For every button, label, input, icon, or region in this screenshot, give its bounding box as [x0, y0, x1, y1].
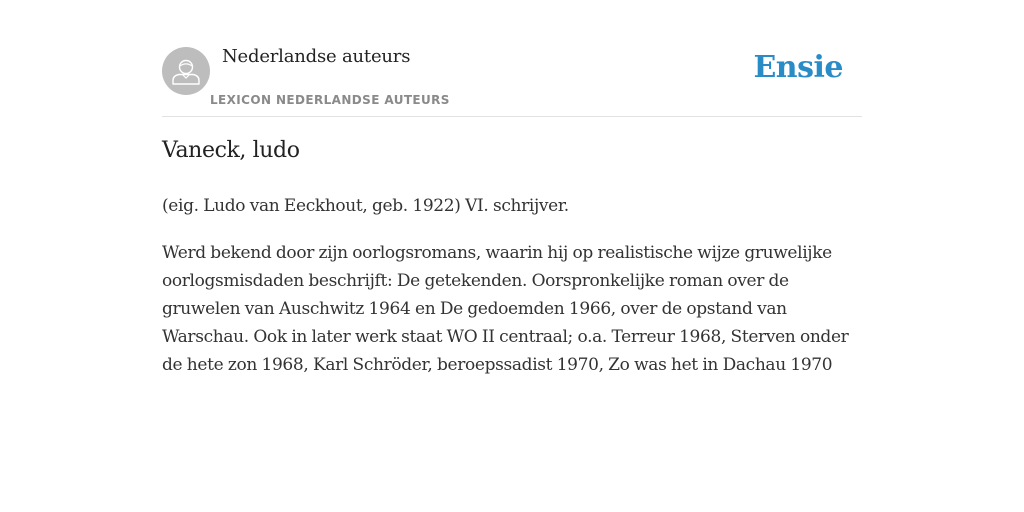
- user-icon: [162, 47, 210, 95]
- source-subtitle[interactable]: LEXICON NEDERLANDSE AUTEURS: [210, 93, 450, 107]
- entry-paragraph-2: Werd bekend door zijn oorlogsromans, waarin hij op realistische wijze gruwelijke oorlogsmisdaden beschrijft: De getekenden. Oorspronkelijke roman over de gruwelen van Auschwitz 1964 en De gedoemden 1966, over de opstand van Warschau. Ook in later werk staat WO II centraal; o.a. Terreur 1968, Sterven onder de hete zon 1968, Karl Schröder, beroepssadist 1970, Zo was het in Dachau 1970: [162, 243, 849, 375]
- entry-card: [162, 0, 862, 375]
- source-title[interactable]: Nederlandse auteurs: [222, 46, 411, 67]
- source-avatar[interactable]: [162, 47, 210, 95]
- entry-title: Vaneck, ludo: [162, 138, 300, 163]
- entry-paragraph-1: (eig. Ludo van Eeckhout, geb. 1922) VI. schrijver.: [162, 196, 569, 216]
- ensie-logo[interactable]: Ensie: [753, 50, 843, 85]
- entry-header: [162, 0, 862, 117]
